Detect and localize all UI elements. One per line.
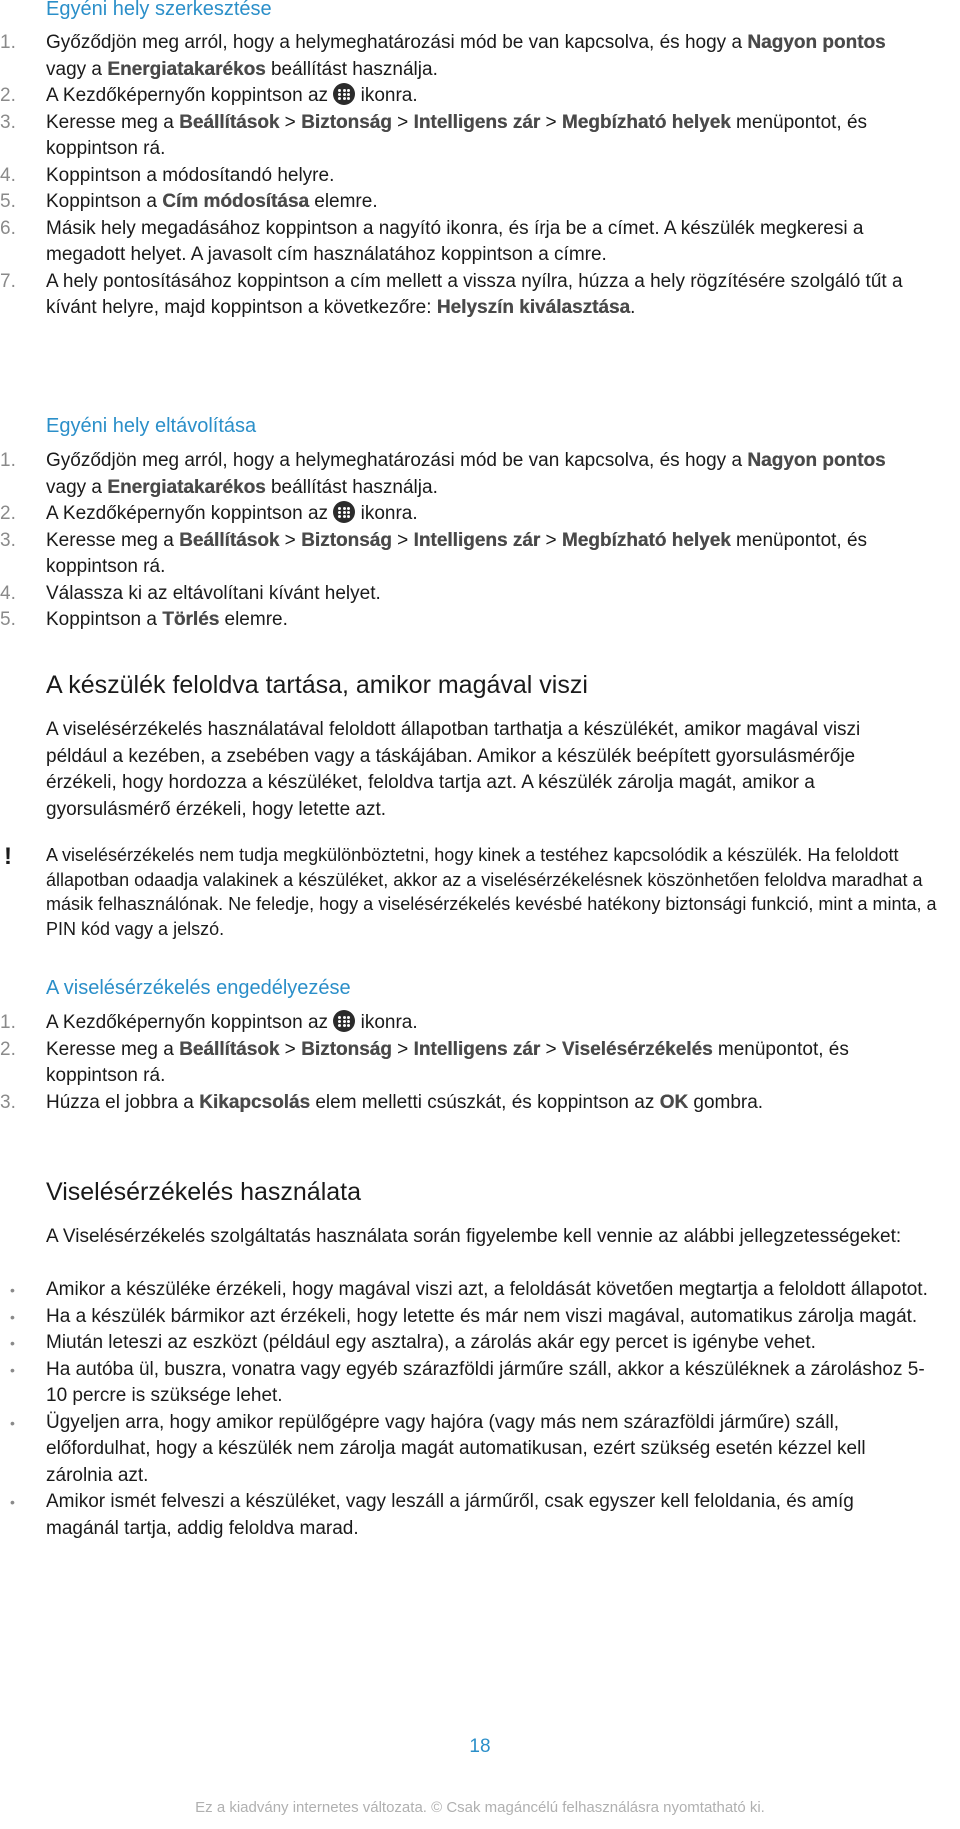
- list-item: • Ügyeljen arra, hogy amikor repülőgépre vagy hajóra (vagy más nem szárazföldi járműre) száll, előfordulhat, hogy a készülék nem zárolja magát automatikusan, ezért szükség esetén kézzel kell zárolnia azt.: [10, 1411, 866, 1486]
- step-number: 3.: [0, 1091, 16, 1113]
- step-number: 7.: [0, 270, 16, 292]
- bullet-icon: •: [10, 1414, 15, 1431]
- step-number: 1.: [0, 1012, 16, 1033]
- ui-term-beallitasok: Beállítások: [179, 111, 280, 133]
- list-item: 2. A Kezdőképernyőn koppintson az ikonra.: [0, 501, 930, 528]
- list-item: • Miután leteszi az eszközt (például egy asztalra), a zárolás akár egy percet is igénybe vehet.: [0, 1330, 930, 1357]
- step-number: 2.: [0, 1038, 16, 1060]
- list-item: 1. A Kezdőképernyőn koppintson az ikonra.: [0, 1010, 930, 1037]
- ui-term-biztonsag: Biztonság: [301, 529, 392, 551]
- list-item: 5. Koppintson a Törlés elemre.: [0, 607, 930, 634]
- step-number: 4.: [0, 164, 16, 186]
- list-item: • Amikor a készüléke érzékeli, hogy magával viszi azt, a feloldását követően megtartja a feloldott állapotot.: [0, 1277, 930, 1304]
- ui-term-beallitasok: Beállítások: [179, 529, 280, 551]
- bullet-icon: •: [10, 1282, 15, 1298]
- ui-term-energiatakarekos: Energiatakarékos: [107, 476, 266, 498]
- ui-term-helyszin-kivalasztasa: Helyszín kiválasztása: [436, 297, 631, 318]
- section-heading-edit-place: Egyéni hely szerkesztése: [46, 0, 272, 20]
- list-item: 3. Keresse meg a Beállítások > Biztonság > Intelligens zár > Megbízható helyek menüpontot, és koppintson rá.: [0, 111, 868, 159]
- exclamation-icon: !: [4, 843, 12, 870]
- ui-term-beallitasok: Beállítások: [179, 1038, 280, 1060]
- footer-note: Ez a kiadvány internetes változata. © Csak magáncélú felhasználásra nyomtatható ki.: [195, 1799, 765, 1816]
- bullet-icon: •: [10, 1335, 15, 1351]
- using-detection-intro: A Viselésérzékelés szolgáltatás használata során figyelembe kell vennie az alábbi jellegzetességeket:: [46, 1226, 902, 1247]
- edit-place-steps: [0, 30, 930, 322]
- step-number: 3.: [0, 529, 16, 551]
- ui-term-intelligens-zar: Intelligens zár: [413, 111, 541, 133]
- ui-term-intelligens-zar: Intelligens zár: [413, 529, 541, 551]
- list-item: • Amikor ismét felveszi a készüléket, vagy leszáll a járműről, csak egyszer kell feloldania, és amíg magánál tartja, addig feloldva marad.: [10, 1491, 854, 1539]
- step-number: 5.: [0, 609, 16, 630]
- ui-term-nagyon-pontos: Nagyon pontos: [747, 450, 886, 471]
- list-item: • Ha autóba ül, buszra, vonatra vagy egyéb szárazföldi járműre száll, akkor a készüléknek a zároláshoz 5-10 percre is szüksége lehet.: [10, 1358, 925, 1406]
- step-number: 5.: [0, 191, 16, 212]
- ui-term-biztonsag: Biztonság: [301, 1038, 392, 1060]
- section-heading-enable-detection: A viselésérzékelés engedélyezése: [46, 977, 351, 999]
- ui-term-viseleserzekeles: Viselésérzékelés: [561, 1038, 713, 1060]
- ui-term-ok: OK: [659, 1091, 689, 1113]
- apps-grid-icon: [333, 1010, 355, 1032]
- list-item: 5. Koppintson a Cím módosítása elemre.: [0, 189, 930, 216]
- enable-detection-steps: [0, 1010, 930, 1116]
- step-number: 1.: [0, 32, 16, 53]
- ui-term-torles: Törlés: [162, 609, 220, 630]
- keep-unlocked-paragraph: A viselésérzékelés használatával feloldott állapotban tarthatja a készülékét, amikor magával viszi például a kezében, a zsebében vagy a táskájában. Amikor a készülék beépített gyorsulásmérője érzékeli, hogy hordozza a készüléket, feloldva tartja azt. A készülék zárolja magát, amikor a gyorsulásmérő érzékeli, hogy letette azt.: [46, 719, 861, 820]
- page-number: 18: [469, 1736, 491, 1757]
- ui-term-megbizhato-helyek: Megbízható helyek: [561, 529, 731, 551]
- ui-term-biztonsag: Biztonság: [301, 111, 392, 133]
- ui-term-energiatakarekos: Energiatakarékos: [107, 58, 266, 80]
- list-item: 1. Győződjön meg arról, hogy a helymeghatározási mód be van kapcsolva, és hogy a Nagyon pontos vagy a Energiatakarékos beállítást használja.: [0, 32, 886, 80]
- ui-term-cim-modositasa: Cím módosítása: [162, 191, 309, 212]
- bullet-icon: •: [10, 1361, 15, 1378]
- section-heading-remove-place: Egyéni hely eltávolítása: [46, 415, 257, 437]
- step-number: 4.: [0, 582, 16, 604]
- list-item: 2. Keresse meg a Beállítások > Biztonság > Intelligens zár > Viselésérzékelés menüpontot, és koppintson rá.: [0, 1038, 849, 1086]
- list-item: 1. Győződjön meg arról, hogy a helymeghatározási mód be van kapcsolva, és hogy a Nagyon pontos vagy a Energiatakarékos beállítást használja.: [0, 450, 886, 498]
- step-number: 3.: [0, 111, 16, 133]
- list-item: 3. Húzza el jobbra a Kikapcsolás elem melletti csúszkát, és koppintson az OK gombra.: [0, 1090, 930, 1117]
- list-item: • Ha a készülék bármikor azt érzékeli, hogy letette és már nem viszi magával, automatikus zárolja magát.: [0, 1304, 930, 1331]
- remove-place-steps: [0, 448, 930, 634]
- section-heading-using-detection: Viselésérzékelés használata: [46, 1178, 362, 1206]
- list-item: 7. A hely pontosításához koppintson a cím mellett a vissza nyílra, húzza a hely rögzítésére szolgáló tűt a kívánt helyre, majd koppintson a következőre: Helyszín kiválasztása.: [0, 270, 903, 318]
- apps-grid-icon: [333, 83, 355, 105]
- list-item: 4. Koppintson a módosítandó helyre.: [0, 163, 930, 190]
- step-number: 1.: [0, 450, 16, 471]
- warning-note-text: A viselésérzékelés nem tudja megkülönböztetni, hogy kinek a testéhez kapcsolódik a készülék. Ha feloldott állapotban odaadja valakinek a készüléket, akkor az a viselésérzékelésnek köszönhetően feloldva maradhat a másik felhasználónak. Ne feledje, hogy a viselésérzékelés kevésbé hatékony biztonsági funkció, mint a minta, a PIN kód vagy a jelszó.: [46, 845, 937, 939]
- using-detection-bullets: [0, 1277, 930, 1542]
- warning-note: [0, 843, 940, 941]
- step-number: 2.: [0, 85, 16, 106]
- ui-term-kikapcsolas: Kikapcsolás: [199, 1091, 311, 1113]
- ui-term-nagyon-pontos: Nagyon pontos: [747, 32, 886, 53]
- list-item: 4. Válassza ki az eltávolítani kívánt helyet.: [0, 581, 930, 608]
- list-item: 6. Másik hely megadásához koppintson a nagyító ikonra, és írja be a címet. A készülék megkeresi a megadott helyet. A javasolt cím használatához koppintson a címre.: [0, 217, 864, 265]
- list-item: 3. Keresse meg a Beállítások > Biztonság > Intelligens zár > Megbízható helyek menüpontot, és koppintson rá.: [0, 529, 868, 577]
- ui-term-megbizhato-helyek: Megbízható helyek: [561, 111, 731, 133]
- bullet-icon: •: [10, 1494, 15, 1510]
- step-number: 2.: [0, 503, 16, 524]
- section-heading-keep-unlocked: A készülék feloldva tartása, amikor magával viszi: [46, 671, 588, 699]
- bullet-icon: •: [10, 1308, 15, 1325]
- ui-term-intelligens-zar: Intelligens zár: [413, 1038, 541, 1060]
- list-item: 2. A Kezdőképernyőn koppintson az ikonra.: [0, 83, 930, 110]
- apps-grid-icon: [333, 501, 355, 523]
- step-number: 6.: [0, 217, 16, 239]
